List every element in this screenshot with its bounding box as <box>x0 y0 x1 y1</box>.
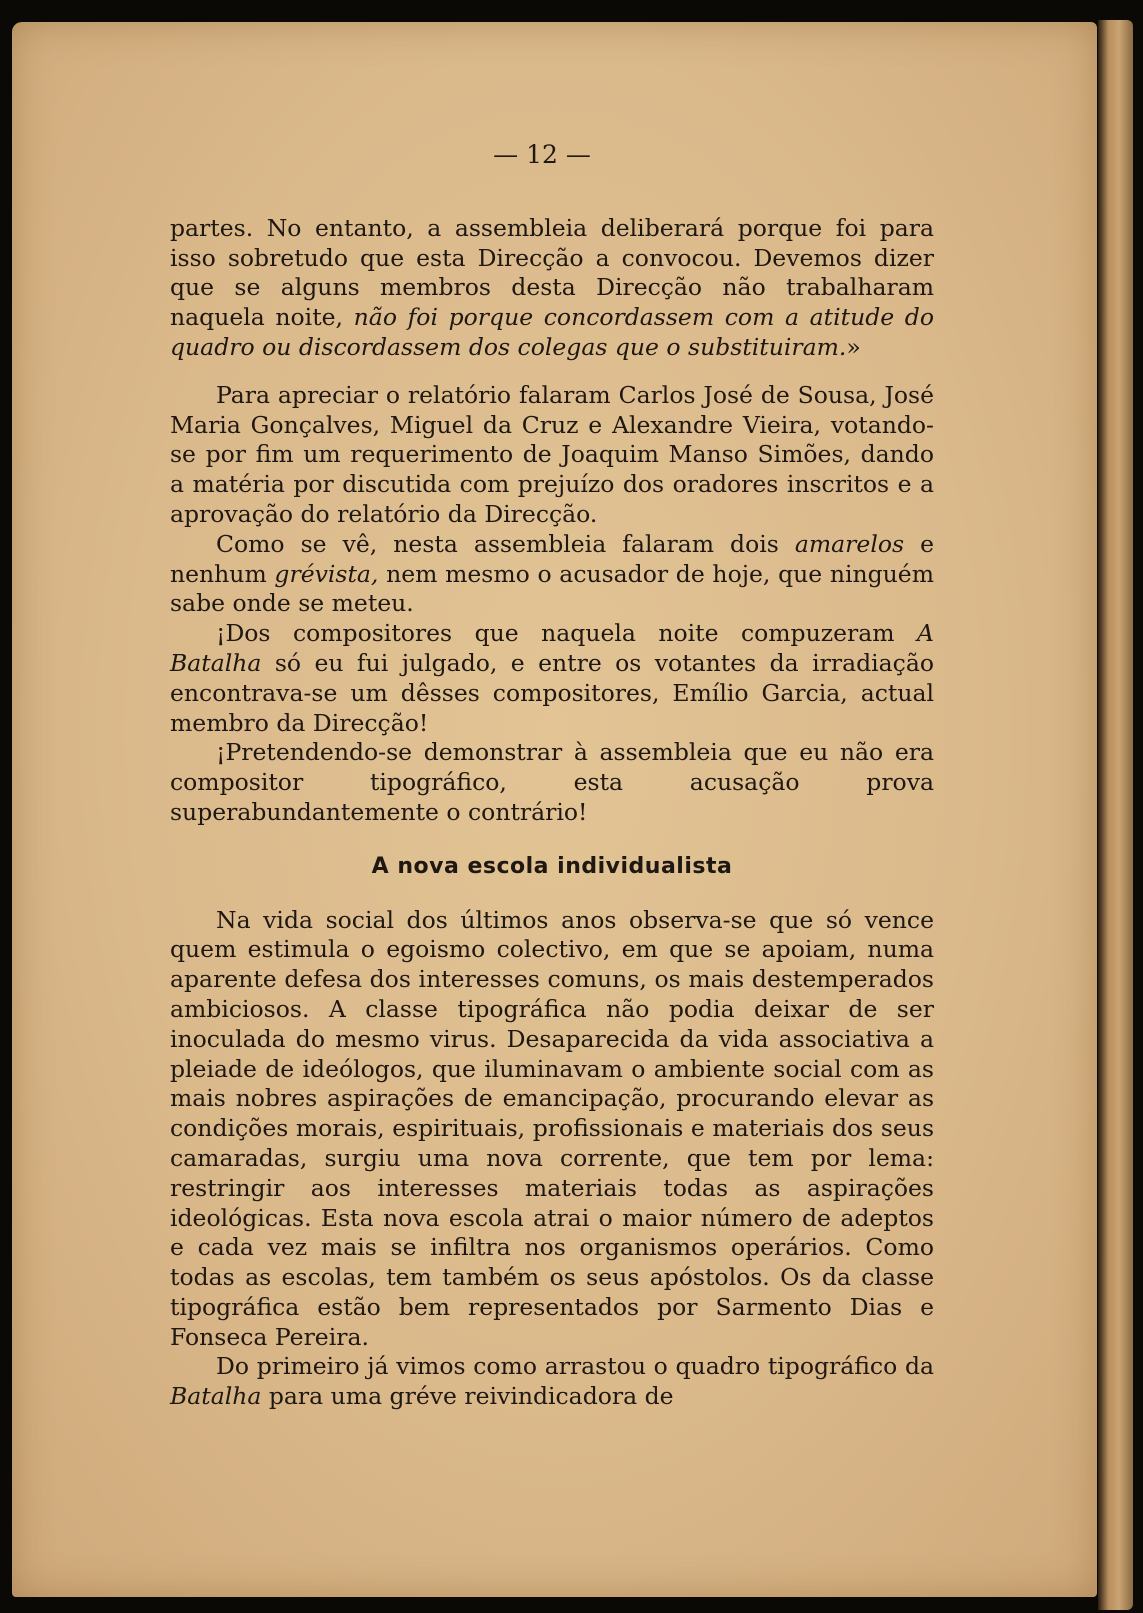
italic-grevista: grévista, <box>274 559 379 588</box>
italic-a-batalha: A Batalha <box>170 619 934 677</box>
italic-batalha: Batalha <box>170 1382 262 1411</box>
section-heading: A nova escola individualista <box>371 853 733 879</box>
paragraph-primeiro: Do primeiro já vimos como arrastou o quadro tipográfico da Batalha para uma gréve reivindicadora de <box>170 1352 934 1411</box>
page-number: — 12 — <box>493 140 591 169</box>
italic-amarelos: amarelos <box>794 529 905 558</box>
paragraph-pretendendo: ¡Pretendendo-se demonstrar à assembleia que eu não era compositor tipográfico, esta acusação prova superabundantemente o contrário! <box>170 738 934 826</box>
quote-close: » <box>846 332 861 361</box>
paragraph-compositores: ¡Dos compositores que naquela noite compuzeram A Batalha só eu fui julgado, e entre os votantes da irradiação encontrava-se um dêsses compositores, Emílio Garcia, actual membro da Direcção! <box>170 619 934 737</box>
quote-italic: não foi porque concordassem com a atitude do quadro ou discordassem dos colegas que o substituiram. <box>170 303 934 361</box>
paragraph-vida-social: Na vida social dos últimos anos observa-se que só vence quem estimula o egoismo colectivo, em que se apoiam, numa aparente defesa dos interesses comuns, os mais destemperados ambiciosos. A classe tipográfica não podia deixar de ser inoculada do mesmo virus. Desaparecida da vida associativa a pleiade de ideólogos, que iluminavam o ambiente social com as mais nobres aspirações de emancipação, procurando elevar as condições morais, espirituais, profissionais e materiais dos seus camaradas, surgiu uma nova corrente, que tem por lema: restringir aos interesses materiais todas as aspirações ideológicas. Esta nova escola atrai o maior número de adeptos e cada vez mais se infiltra nos organismos operários. Como todas as escolas, tem também os seus apóstolos. Os da classe tipográfica estão bem representados por Sarmento Dias e Fonseca Pereira. <box>170 905 934 1351</box>
page-text <box>170 140 934 1412</box>
quote-text: partes. No entanto, a assembleia deliberará porque foi para isso sobretudo que esta Direcção a convocou. Devemos dizer que se alguns membros desta Direcção não trabalharam naquela noite, <box>170 213 934 332</box>
paragraph-report: Para apreciar o relatório falaram Carlos José de Sousa, José Maria Gonçalves, Miguel da Cruz e Alexandre Vieira, votando-se por fim um requerimento de Joaquim Manso Simões, dando a matéria por discutida com prejuízo dos oradores inscritos e a aprovação do relatório da Direcção. <box>170 380 934 528</box>
paragraph-amarelos: Como se vê, nesta assembleia falaram dois amarelos e nenhum grévista, nem mesmo o acusador de hoje, que ninguém sabe onde se meteu. <box>170 529 934 618</box>
page-edge <box>1098 20 1133 1610</box>
quote-continuation <box>170 214 934 363</box>
